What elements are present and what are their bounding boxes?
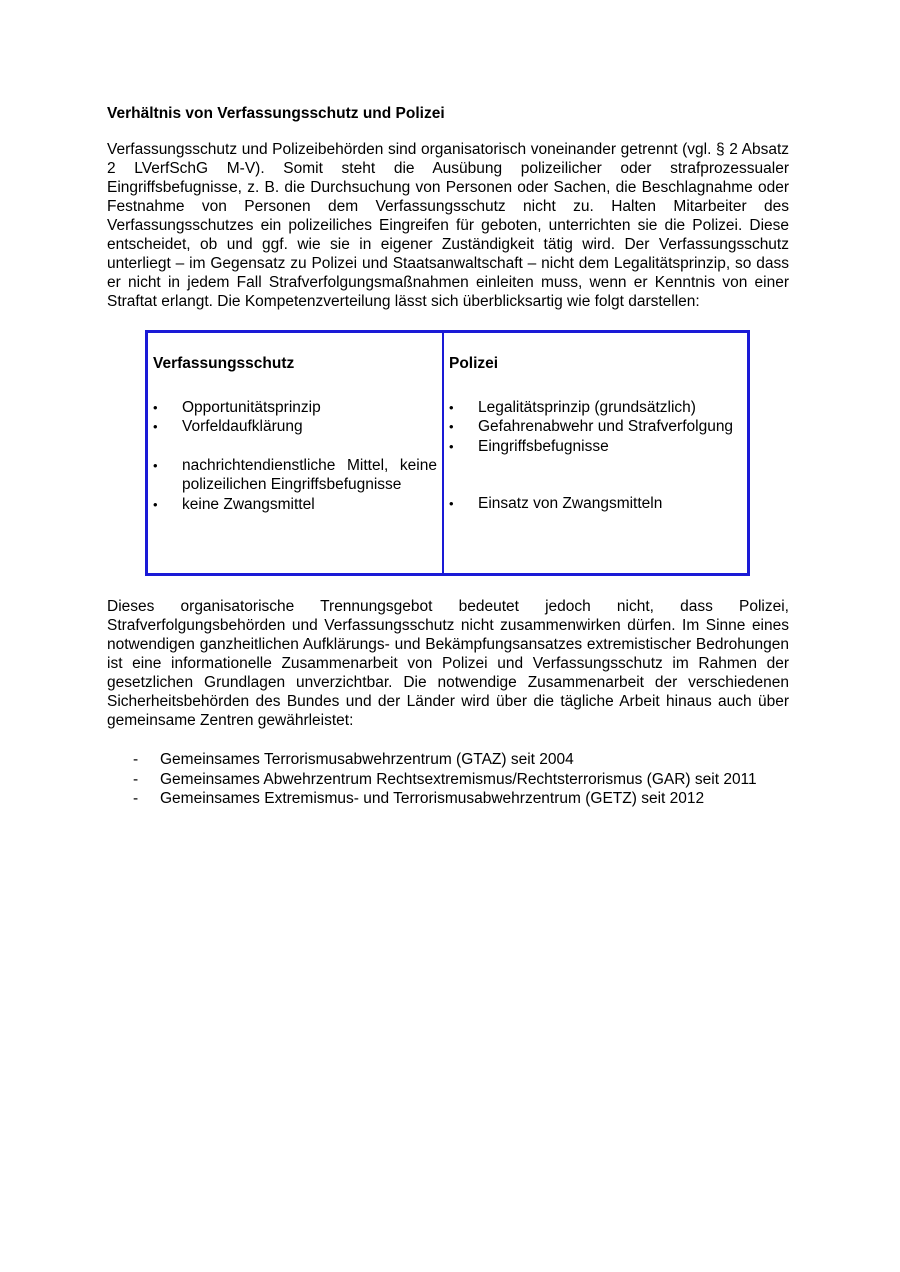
table-column-header: Verfassungsschutz <box>153 355 295 372</box>
competence-table <box>145 330 750 576</box>
bullet-icon: • <box>153 496 158 512</box>
list-item-text: Gemeinsames Terrorismusabwehrzentrum (GTAZ) seit 2004 <box>160 751 574 768</box>
bullet-icon: • <box>449 419 454 434</box>
list-item-text: Gefahrenabwehr und Strafverfolgung <box>478 418 734 435</box>
bullet-icon: • <box>449 399 454 415</box>
bullet-icon: • <box>153 419 158 434</box>
cooperation-paragraph: Dieses organisatorische Trennungsgebot bedeutet jedoch nicht, dass Polizei, Strafverfolgungsbehörden und Verfassungsschutz nicht zusammenwirken dürfen. Im Sinne eines notwendigen ganzheitlichen Aufklärungs- und Bekämpfungsansatzes extremistischer Bedrohungen ist eine informationelle Zusammenarbeit von Polizei und Verfassungsschutz im Rahmen der gesetzlichen Grundlagen unverzichtbar. Die notwendige Zusammenarbeit der verschiedenen Sicherheitsbehörden des Bundes und der Länder wird über die tägliche Arbeit hinaus auch über gemeinsame Zentren gewährleistet: <box>107 598 789 729</box>
list-item <box>449 417 742 437</box>
list-item-text: Legalitätsprinzip (grundsätzlich) <box>478 398 696 416</box>
table-column-header: Polizei <box>449 355 499 372</box>
centers-list <box>107 750 789 809</box>
list-item <box>153 495 437 515</box>
list-item-text: Einsatz von Zwangsmitteln <box>478 495 663 512</box>
bullet-icon: • <box>153 457 158 473</box>
bullet-icon: • <box>153 399 158 415</box>
list-item-text: Eingriffsbefugnisse <box>478 437 609 455</box>
dash-marker: - <box>133 751 139 768</box>
list-item-text: Gemeinsames Extremismus- und Terrorismusabwehrzentrum (GETZ) seit 2012 <box>160 790 705 807</box>
list-item-text: nachrichtendienstliche Mittel, keine polizeilichen Eingriffsbefugnisse <box>182 456 437 493</box>
bullet-icon: • <box>449 438 454 454</box>
bullet-icon: • <box>449 496 454 511</box>
list-item <box>107 750 789 770</box>
table-column-polizei <box>444 333 747 573</box>
list-item <box>153 456 437 495</box>
list-item <box>107 789 789 809</box>
document-page <box>107 104 789 809</box>
bullet-list-verfassungsschutz <box>153 398 437 515</box>
list-item-text: keine Zwangsmittel <box>182 495 315 513</box>
list-item <box>449 398 742 418</box>
list-item-text: Gemeinsames Abwehrzentrum Rechtsextremismus/Rechtsterrorismus (GAR) seit 2011 <box>160 770 757 788</box>
list-item <box>107 770 789 790</box>
list-item <box>153 417 437 437</box>
table-column-verfassungsschutz <box>148 333 444 573</box>
list-item <box>449 437 742 457</box>
bullet-list-polizei <box>449 398 742 514</box>
list-item-text: Vorfeldaufklärung <box>182 418 303 435</box>
intro-paragraph: Verfassungsschutz und Polizeibehörden sind organisatorisch voneinander getrennt (vgl. § 2 Absatz 2 LVerfSchG M-V). Somit steht die Ausübung polizeilicher oder strafprozessualer Eingriffsbefugnisse, z. B. die Durchsuchung von Personen oder Sachen, die Beschlagnahme oder Festnahme von Personen dem Verfassungsschutz nicht zu. Halten Mitarbeiter des Verfassungsschutzes ein polizeiliches Eingreifen für geboten, unterrichten sie die Polizei. Diese entscheidet, ob und ggf. wie sie in eigener Zuständigkeit tätig wird. Der Verfassungsschutz unterliegt – im Gegensatz zu Polizei und Staatsanwaltschaft – nicht dem Legalitätsprinzip, so dass er nicht in jedem Fall Strafverfolgungsmaßnahmen einleiten muss, wenn er Kenntnis von einer Straftat erlangt. Die Kompetenzverteilung lässt sich überblicksartig wie folgt darstellen: <box>107 141 789 310</box>
section-heading: Verhältnis von Verfassungsschutz und Polizei <box>107 105 445 122</box>
list-item <box>153 398 437 418</box>
dash-marker: - <box>133 770 139 788</box>
dash-marker: - <box>133 790 139 807</box>
list-item <box>449 494 742 514</box>
list-item-text: Opportunitätsprinzip <box>182 398 321 416</box>
